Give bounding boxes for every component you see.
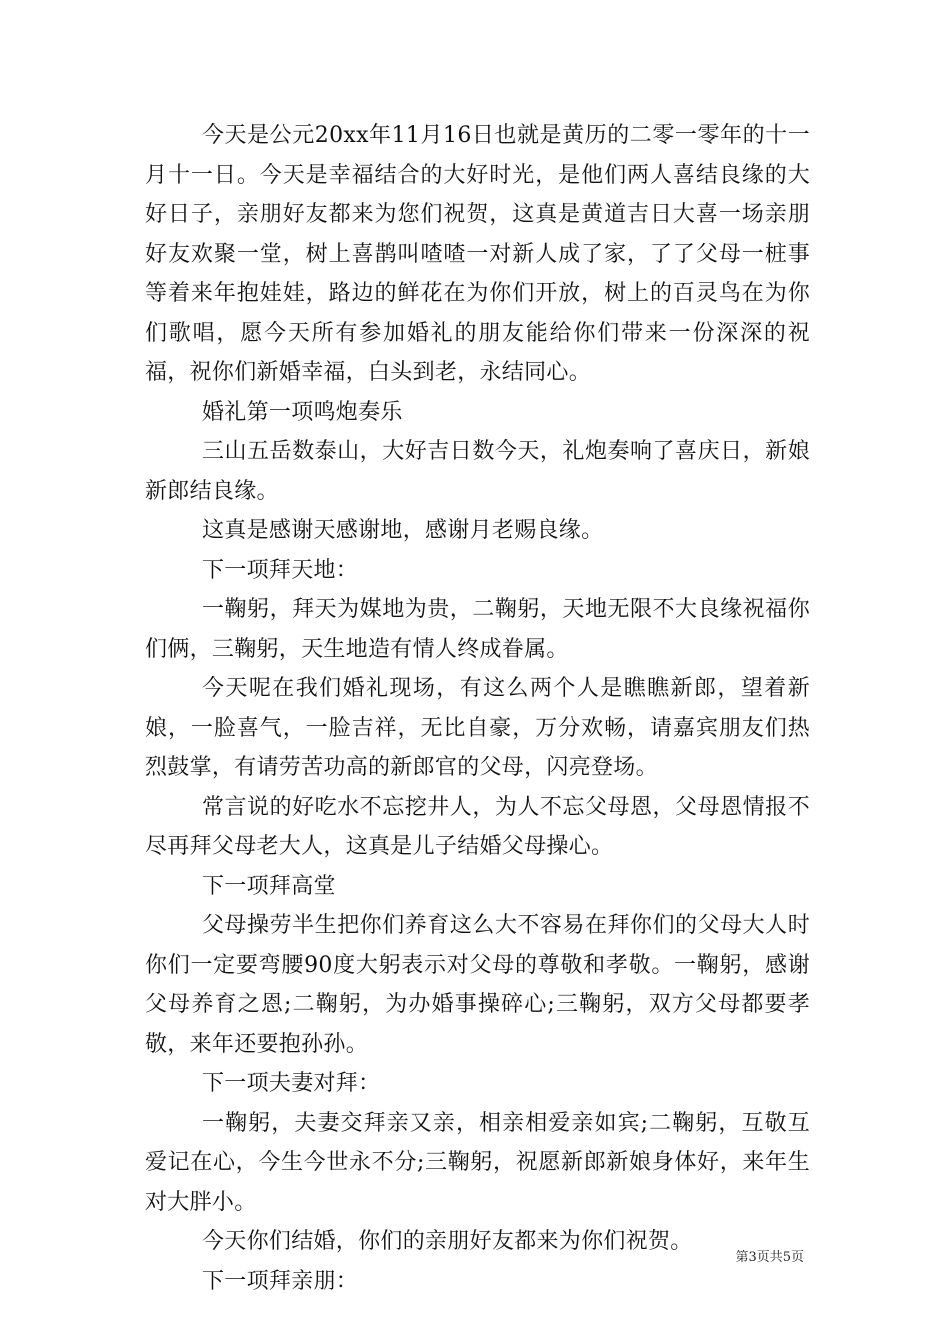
paragraph-firecracker-verse: 三山五岳数泰山，大好吉日数今天，礼炮奏响了喜庆日，新娘新郎结良缘。 [145,439,810,504]
paragraph-couple-bows: 一鞠躬，夫妻交拜亲又亲，相亲相爱亲如宾;二鞠躬，互敬互爱记在心，今生今世永不分;三鞠躬，祝愿新郎新娘身体好，来年生对大胖小。 [145,1110,810,1215]
paragraph-item-one-heading: 婚礼第一项鸣炮奏乐 [202,399,403,425]
paragraph-intro: 今天是公元20xx年11月16日也就是黄历的二零一零年的十一月十一日。今天是幸福结合的大好时光，是他们两人喜结良缘的大好日子，亲朋好友都来为您们祝贺，这真是黄道吉日大喜一场亲朋好友欢聚一堂，树上喜鹊叫喳喳一对新人成了家，了了父母一桩事等着来年抱娃娃，路边的鲜花在为你们开放，树上的百灵鸟在为你们歌唱，愿今天所有参加婚礼的朋友能给你们带来一份深深的祝福，祝你们新婚幸福，白头到老，永结同心。 [145,123,810,385]
paragraph-guests-congratulate: 今天你们结婚，你们的亲朋好友都来为你们祝贺。 [202,1229,693,1254]
paragraph-couple-heading: 下一项夫妻对拜： [202,1071,381,1096]
page-number-footer: 第3页共5页 [735,1250,804,1265]
paragraph-guests-heading: 下一项拜亲朋： [202,1268,359,1294]
paragraph-parents-gratitude: 常言说的好吃水不忘挖井人，为人不忘父母恩，父母恩情报不尽再拜父母老大人，这真是儿子结婚父母操心。 [145,794,810,859]
paragraph-parents-invite: 今天呢在我们婚礼现场，有这么两个人是瞧瞧新郎，望着新娘，一脸喜气，一脸吉祥，无比自豪，万分欢畅，请嘉宾朋友们热烈鼓掌，有请劳苦功高的新郎官的父母，闪亮登场。 [145,676,810,780]
document-body [145,116,810,1301]
paragraph-heaven-earth-heading: 下一项拜天地： [202,557,359,583]
paragraph-parents-bows: 父母操劳半生把你们养育这么大不容易在拜你们的父母大人时你们一定要弯腰90度大躬表示对父母的尊敬和孝敬。一鞠躬，感谢父母养育之恩;二鞠躬，为办婚事操碎心;三鞠躬，双方父母都要孝敬，来年还要抱孙孙。 [145,913,810,1057]
paragraph-thanks: 这真是感谢天感谢地，感谢月老赐良缘。 [202,518,604,543]
paragraph-heaven-earth-bows: 一鞠躬，拜天为媒地为贵，二鞠躬，天地无限不大良缘祝福你们俩，三鞠躬，天生地造有情人终成眷属。 [145,597,810,662]
paragraph-parents-heading: 下一项拜高堂 [202,873,336,899]
